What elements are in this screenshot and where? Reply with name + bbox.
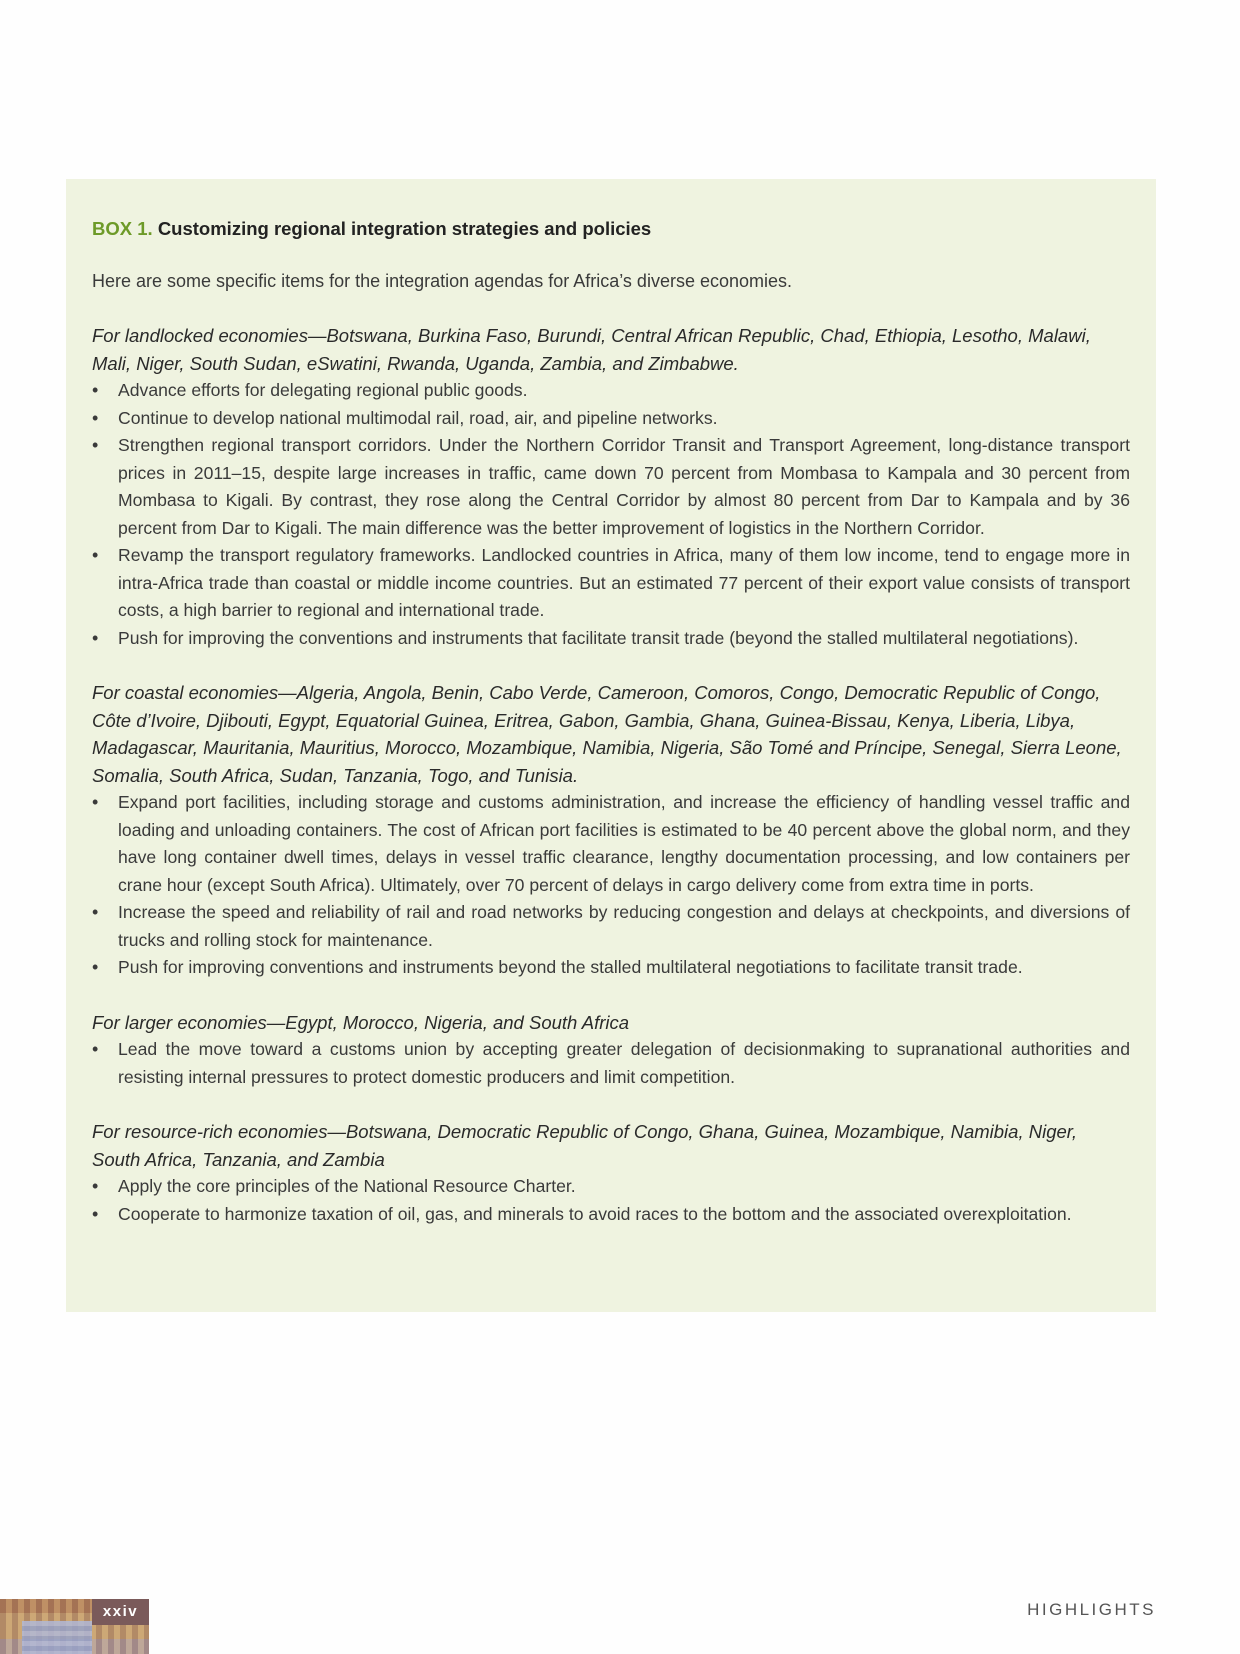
bullet-icon: • — [92, 792, 99, 812]
list-item: • Revamp the transport regulatory frameworks. Landlocked countries in Africa, many of them low income, tend to engage more in intra-Africa trade than coastal or middle income countries. But an estimated 77 percent of their export value consists of transport costs, a high barrier to regional and international trade. — [92, 542, 1130, 625]
box-title — [92, 215, 1130, 243]
list-item: • Continue to develop national multimodal rail, road, air, and pipeline networks. — [92, 405, 1130, 433]
section-resource-rich — [92, 1118, 1130, 1228]
bullet-icon: • — [92, 957, 99, 977]
list-item: • Strengthen regional transport corridors. Under the Northern Corridor Transit and Transport Agreement, long-distance transport prices in 2011–15, despite large increases in traffic, came down 70 percent from Mombasa to Kampala and 30 percent from Mombasa to Kigali. By contrast, they rose along the Central Corridor by almost 80 percent from Dar to Kampala and by 36 percent from Dar to Kigali. The main difference was the better improvement of logistics in the Northern Corridor. — [92, 432, 1130, 542]
list-item: • Push for improving the conventions and instruments that facilitate transit trade (beyond the stalled multilateral negotiations). — [92, 625, 1130, 653]
list-item: • Advance efforts for delegating regional public goods. — [92, 377, 1130, 405]
box-title-text: Customizing regional integration strategies and policies — [157, 218, 652, 239]
bullet-icon: • — [92, 380, 99, 400]
bullet-icon: • — [92, 1039, 99, 1059]
list-item: • Expand port facilities, including storage and customs administration, and increase the efficiency of handling vessel traffic and loading and unloading containers. The cost of African port facilities is estimated to be 40 percent above the global norm, and they have long container dwell times, delays in vessel traffic clearance, lengthy documentation processing, and low containers per crane hour (except South Africa). Ultimately, over 70 percent of delays in cargo delivery come from extra time in ports. — [92, 789, 1130, 899]
bullet-list — [92, 1036, 1130, 1091]
bullet-list — [92, 377, 1130, 652]
list-item: • Push for improving conventions and instruments beyond the stalled multilateral negotiations to facilitate transit trade. — [92, 954, 1130, 982]
bullet-icon: • — [92, 545, 99, 565]
section-landlocked — [92, 322, 1130, 652]
bullet-icon: • — [92, 1203, 99, 1224]
section-heading: For larger economies—Egypt, Morocco, Nigeria, and South Africa — [92, 1011, 630, 1033]
bullet-icon: • — [92, 435, 99, 455]
section-larger — [92, 1009, 1130, 1092]
box-1 — [66, 179, 1156, 1312]
list-item: • Increase the speed and reliability of rail and road networks by reducing congestion and delays at checkpoints, and diversions of trucks and rolling stock for maintenance. — [92, 899, 1130, 954]
list-item: • Lead the move toward a customs union by accepting greater delegation of decisionmaking to supranational authorities and resisting internal pressures to protect domestic producers and limit competition. — [92, 1036, 1130, 1091]
bullet-icon: • — [92, 1176, 99, 1196]
bullet-icon: • — [92, 407, 99, 428]
box-label: BOX 1. — [92, 218, 153, 239]
footer-page-tab — [0, 1599, 149, 1654]
woven-texture-accent — [22, 1621, 92, 1654]
list-item: • Cooperate to harmonize taxation of oil, gas, and minerals to avoid races to the bottom and the associated overexploitation. — [92, 1201, 1130, 1229]
bullet-list — [92, 789, 1130, 982]
list-item: • Apply the core principles of the National Resource Charter. — [92, 1173, 1130, 1201]
bullet-icon: • — [92, 627, 99, 648]
bullet-list — [92, 1173, 1130, 1228]
box-intro: Here are some specific items for the integration agendas for Africa’s diverse economies. — [92, 271, 793, 291]
section-heading: For resource-rich economies—Botswana, Democratic Republic of Congo, Ghana, Guinea, Mozambique, Namibia, Niger, South Africa, Tanzania, and Zambia — [92, 1121, 1078, 1170]
section-coastal — [92, 679, 1130, 982]
section-heading: For coastal economies—Algeria, Angola, Benin, Cabo Verde, Cameroon, Comoros, Congo, Democratic Republic of Congo, Côte d’Ivoire, Djibouti, Egypt, Equatorial Guinea, Eritrea, Gabon, Gambia, Ghana, Guinea-Bissau, Kenya, Liberia, Libya, Madagascar, Mauritania, Mauritius, Morocco, Mozambique, Namibia, Nigeria, São Tomé and Príncipe, Senegal, Sierra Leone, Somalia, South Africa, Sudan, Tanzania, Togo, and Tunisia. — [92, 682, 1122, 786]
running-section-name: HIGHLIGHTS — [1027, 1600, 1156, 1619]
bullet-icon: • — [92, 902, 99, 922]
section-heading: For landlocked economies—Botswana, Burkina Faso, Burundi, Central African Republic, Chad, Ethiopia, Lesotho, Malawi, Mali, Niger, South Sudan, eSwatini, Rwanda, Uganda, Zambia, and Zimbabwe. — [92, 325, 1091, 374]
page-number: xxiv — [102, 1603, 139, 1620]
